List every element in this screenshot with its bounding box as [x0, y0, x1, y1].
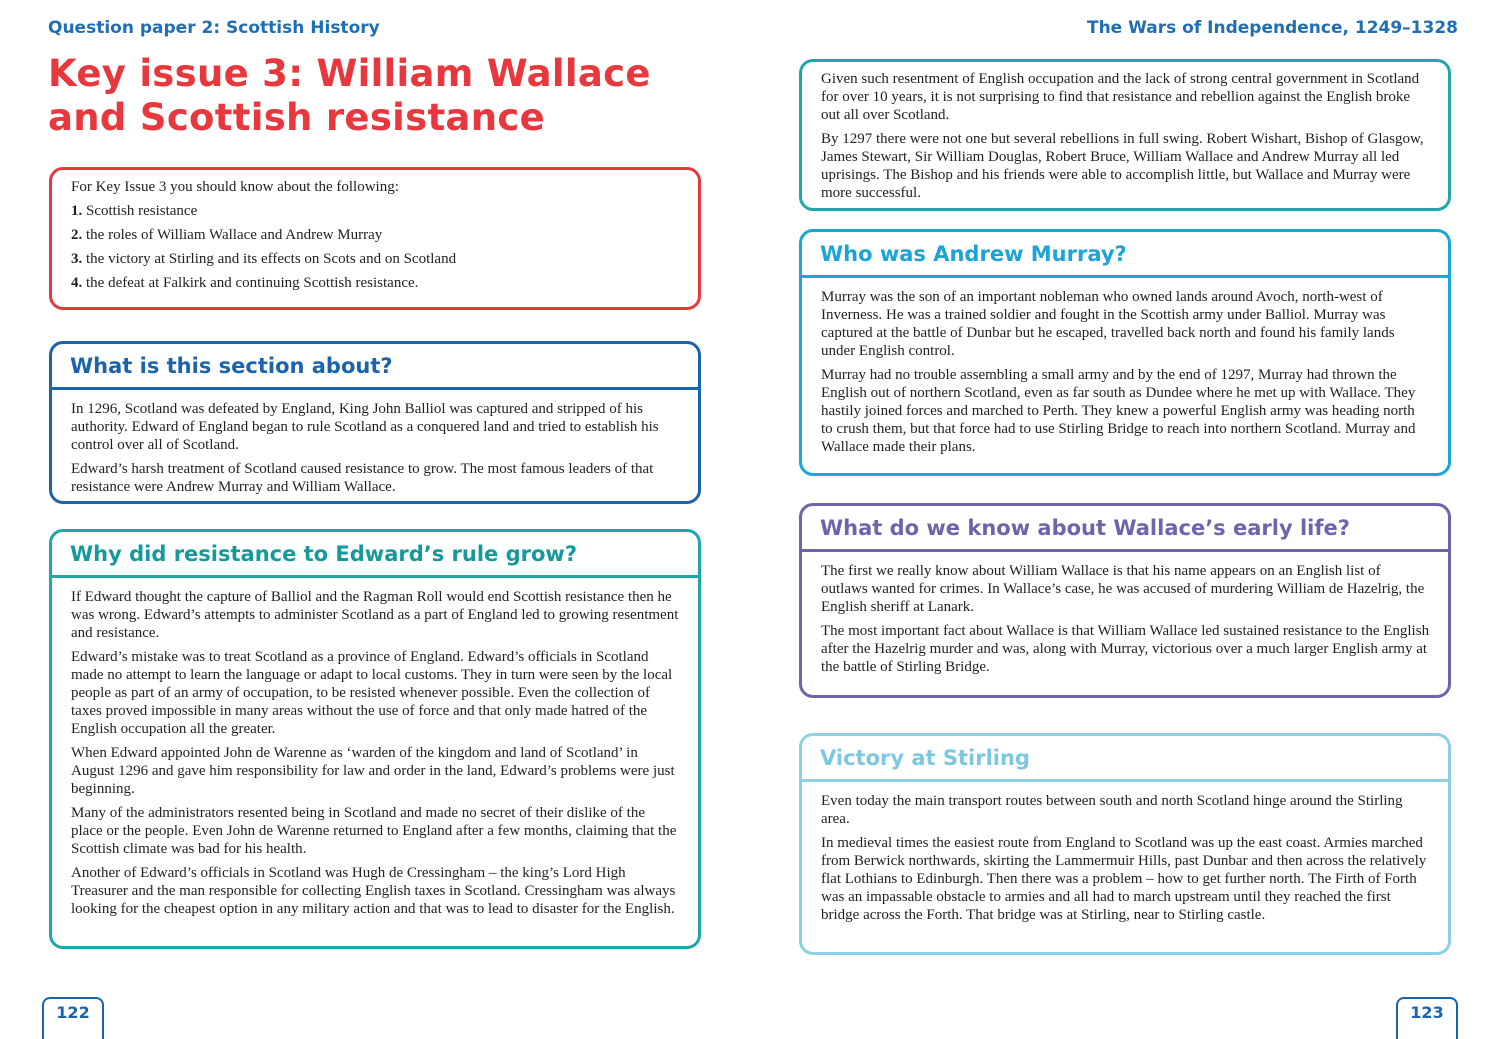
section-about-heading: What is this section about? — [52, 344, 698, 390]
section-wallace-box — [799, 503, 1451, 698]
list-item-text: Scottish resistance — [86, 203, 198, 219]
page-title-line-1: Key issue 3: William Wallace — [48, 52, 651, 95]
list-item — [71, 202, 680, 220]
page-title-line-2: and Scottish resistance — [48, 96, 545, 139]
running-head-left: Question paper 2: Scottish History — [48, 18, 380, 38]
paragraph: Even today the main transport routes between south and north Scotland hinge around the Stirling area. — [821, 793, 1403, 827]
page-number-left: 122 — [42, 997, 104, 1039]
paragraph: By 1297 there were not one but several rebellions in full swing. Robert Wishart, Bishop of Glasgow, James Stewart, Sir William Douglas, Robert Bruce, William Wallace and Andrew Murray all led uprisings. The Bishop and his friends were able to accomplish little, but Wallace and Murray were more successful. — [821, 131, 1424, 201]
section-resistance-body — [52, 578, 698, 930]
section-stirling-heading: Victory at Stirling — [802, 736, 1448, 782]
paragraph: Many of the administrators resented being in Scotland and made no secret of their dislike of the place or the people. Even John de Warenne returned to England after a few months, claiming that the Scottish climate was bad for his health. — [71, 805, 677, 857]
list-item-number: 2. — [71, 227, 83, 243]
paragraph: Given such resentment of English occupation and the lack of strong central government in Scotland for over 10 years, it is not surprising to find that resistance and rebellion against the English broke out all over Scotland. — [821, 71, 1420, 123]
paragraph: If Edward thought the capture of Balliol and the Ragman Roll would end Scottish resistance then he was wrong. Edward’s attempts to administer Scotland as a part of England led to growing resentment and resistance. — [71, 589, 679, 641]
paragraph: When Edward appointed John de Warenne as ‘warden of the kingdom and land of Scotland’ in August 1296 and gave him responsibility for law and order in the land, Edward’s problems were just beginning. — [71, 745, 675, 797]
paragraph: Edward’s mistake was to treat Scotland as a province of England. Edward’s officials in Scotland made no attempt to learn the language or adapt to local customs. They in turn were seen by the local people as part of an army of occupation, to be resisted whenever possible. Even the collection of taxes proved impossible in many areas without the use of force and that only made hatred of the English occupation all the greater. — [71, 649, 673, 737]
list-item-number: 3. — [71, 251, 83, 267]
section-murray-body — [802, 278, 1448, 468]
paragraph: Murray was the son of an important nobleman who owned lands around Avoch, north-west of Inverness. He was a trained soldier and fought in the Scottish army under Balliol. Murray was captured at the battle of Dunbar but he escaped, travelled back north and found his family lands under English control. — [821, 289, 1395, 359]
paragraph: Another of Edward’s officials in Scotland was Hugh de Cressingham – the king’s Lord High Treasurer and the man responsible for collecting English taxes in Scotland. Cressingham was always looking for the cheapest option in any military action and that was to lead to disaster for the English. — [71, 865, 676, 917]
paragraph: In medieval times the easiest route from England to Scotland was up the east coast. Armies marched from Berwick northwards, skirting the Lammermuir Hills, past Dunbar and then across the relatively flat Lothians to Edinburgh. Then there was a problem – how to get further north. The Firth of Forth was an impassable obstacle to armies and all had to march upstream until they reached the first bridge across the Forth. That bridge was at Stirling, near to Stirling castle. — [821, 835, 1427, 923]
section-wallace-body — [802, 552, 1448, 688]
page-number-right: 123 — [1396, 997, 1458, 1039]
list-item-text: the victory at Stirling and its effects on Scots and on Scotland — [86, 251, 457, 267]
section-resistance-heading: Why did resistance to Edward’s rule grow? — [52, 532, 698, 578]
page-title — [48, 52, 708, 140]
section-stirling-box — [799, 733, 1451, 955]
paragraph: The first we really know about William Wallace is that his name appears on an English list of outlaws wanted for crimes. In Wallace’s case, he was accused of murdering William de Hazelrig, the English sheriff at Lanark. — [821, 563, 1425, 615]
list-item-text: the roles of William Wallace and Andrew Murray — [86, 227, 383, 243]
paragraph: Edward’s harsh treatment of Scotland caused resistance to grow. The most famous leaders of that resistance were Andrew Murray and William Wallace. — [71, 461, 654, 495]
section-continued-box — [799, 59, 1451, 211]
key-issues-body — [52, 170, 698, 304]
key-issues-box — [49, 167, 701, 310]
section-stirling-body — [802, 782, 1448, 936]
list-item-number: 4. — [71, 275, 83, 291]
section-about-body — [52, 390, 698, 504]
paragraph: Murray had no trouble assembling a small army and by the end of 1297, Murray had thrown the English out of northern Scotland, even as far south as Dundee where he met up with Wallace. They hastily joined forces and marched to Perth. They knew a powerful English army was heading north to crush them, but that force had to use Stirling Bridge to reach into northern Scotland. Murray and Wallace made their plans. — [821, 367, 1416, 455]
section-continued-body — [802, 62, 1448, 211]
running-head-right: The Wars of Independence, 1249–1328 — [1086, 18, 1458, 38]
key-issues-list — [71, 202, 680, 292]
list-item — [71, 250, 680, 268]
section-murray-heading: Who was Andrew Murray? — [802, 232, 1448, 278]
paragraph: The most important fact about Wallace is that William Wallace led sustained resistance to the English after the Hazelrig murder and was, along with Murray, victorious over a much larger English army at the battle of Stirling Bridge. — [821, 623, 1430, 675]
section-about-box — [49, 341, 701, 504]
section-murray-box — [799, 229, 1451, 476]
list-item-text: the defeat at Falkirk and continuing Scottish resistance. — [86, 275, 419, 291]
list-item-number: 1. — [71, 203, 83, 219]
section-wallace-heading: What do we know about Wallace’s early life? — [802, 506, 1448, 552]
list-item — [71, 226, 680, 244]
list-item — [71, 274, 680, 292]
key-issues-intro: For Key Issue 3 you should know about the following: — [71, 179, 399, 195]
section-resistance-box — [49, 529, 701, 949]
paragraph: In 1296, Scotland was defeated by England, King John Balliol was captured and stripped of his authority. Edward of England began to rule Scotland as a conquered land and tried to establish his control over all of Scotland. — [71, 401, 659, 453]
